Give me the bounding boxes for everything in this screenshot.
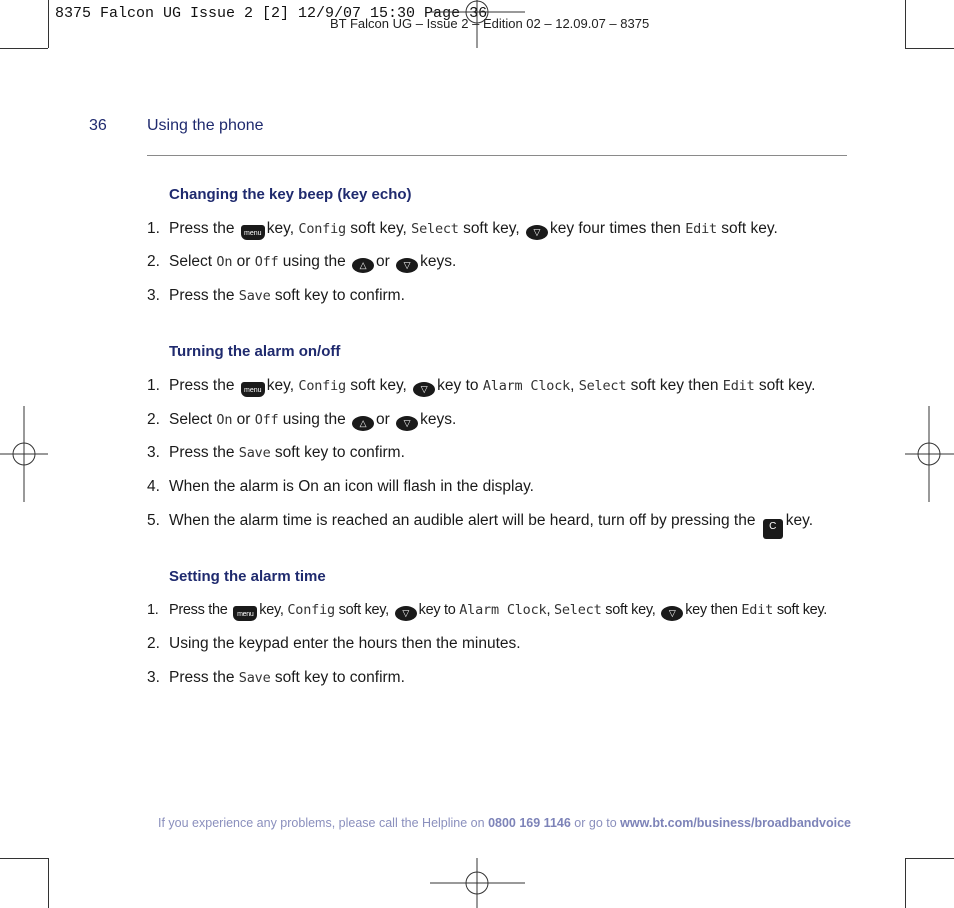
step-number: 2. xyxy=(147,253,160,270)
printer-slug: 8375 Falcon UG Issue 2 [2] 12/9/07 15:30 Page 36 xyxy=(55,5,488,22)
step-alarm-5: 5. When the alarm time is reached an audible alert will be heard, turn off by pressing the C key. xyxy=(147,511,813,531)
step-key-beep-3: 3. Press the Save soft key to confirm. xyxy=(147,287,405,304)
down-key-icon: ▽ xyxy=(526,225,548,240)
select-label: Select xyxy=(411,221,459,237)
off-label: Off xyxy=(254,254,279,270)
step-time-1: 1. Press the menu key, Config soft key, ▽ key to Alarm Clock, Select soft key, ▽ key then Edit soft key. xyxy=(147,600,827,620)
step-number: 3. xyxy=(147,669,160,686)
down-key-icon: ▽ xyxy=(661,606,683,621)
step-number: 1. xyxy=(147,602,159,618)
step-time-3: 3. Press the Save soft key to confirm. xyxy=(147,669,405,686)
on-label: On xyxy=(216,254,233,270)
page-number: 36 xyxy=(89,117,107,134)
alarm-clock-label: Alarm Clock xyxy=(482,378,571,394)
step-alarm-2: 2. Select On or Off using the △ or ▽ keys. xyxy=(147,410,456,430)
step-time-2: 2. Using the keypad enter the hours then the minutes. xyxy=(147,635,521,652)
heading-key-beep: Changing the key beep (key echo) xyxy=(169,186,412,203)
header-rule xyxy=(147,155,847,156)
menu-key-icon: menu xyxy=(241,225,265,240)
select-label: Select xyxy=(578,378,627,394)
step-number: 3. xyxy=(147,287,160,304)
step-number: 4. xyxy=(147,478,160,495)
step-number: 1. xyxy=(147,220,160,237)
save-label: Save xyxy=(238,670,271,686)
step-key-beep-2: 2. Select On or Off using the △ or ▽ keys. xyxy=(147,252,456,272)
on-label: On xyxy=(216,412,233,428)
helpline-number: 0800 169 1146 xyxy=(488,816,571,830)
c-key-icon: C xyxy=(763,519,783,539)
section-title: Using the phone xyxy=(147,117,264,134)
step-alarm-3: 3. Press the Save soft key to confirm. xyxy=(147,444,405,461)
step-number: 5. xyxy=(147,512,160,529)
slug-underlay: BT Falcon UG – Issue 2 – Edition 02 – 12.09.07 – 8375 xyxy=(330,16,650,31)
edit-label: Edit xyxy=(741,602,774,618)
save-label: Save xyxy=(238,445,271,461)
heading-alarm-time: Setting the alarm time xyxy=(169,568,326,585)
down-key-icon: ▽ xyxy=(396,258,418,273)
menu-key-icon: menu xyxy=(241,382,265,397)
edit-label: Edit xyxy=(722,378,755,394)
edit-label: Edit xyxy=(685,221,717,237)
config-label: Config xyxy=(287,602,335,618)
config-label: Config xyxy=(298,378,346,394)
step-alarm-1: 1. Press the menu key, Config soft key, ▽ key to Alarm Clock, Select soft key then Edit soft key. xyxy=(147,376,815,396)
step-number: 1. xyxy=(147,377,160,394)
select-label: Select xyxy=(553,602,602,618)
website-link[interactable]: www.bt.com/business/broadbandvoice xyxy=(620,816,852,830)
step-number: 2. xyxy=(147,411,160,428)
down-key-icon: ▽ xyxy=(413,382,435,397)
heading-alarm-on-off: Turning the alarm on/off xyxy=(169,343,341,360)
up-key-icon: △ xyxy=(352,416,374,431)
menu-key-icon: menu xyxy=(233,606,257,621)
down-key-icon: ▽ xyxy=(396,416,418,431)
off-label: Off xyxy=(254,412,279,428)
step-alarm-4: 4. When the alarm is On an icon will flash in the display. xyxy=(147,478,534,495)
down-key-icon: ▽ xyxy=(395,606,417,621)
config-label: Config xyxy=(298,221,346,237)
save-label: Save xyxy=(238,288,271,304)
up-key-icon: △ xyxy=(352,258,374,273)
footer-helpline: If you experience any problems, please call the Helpline on 0800 169 1146 or go to www.bt.com/business/broadbandvoice xyxy=(158,816,852,830)
step-number: 3. xyxy=(147,444,160,461)
step-number: 2. xyxy=(147,635,160,652)
alarm-clock-label: Alarm Clock xyxy=(459,602,547,618)
step-key-beep-1: 1. Press the menu key, Config soft key, Select soft key, ▽ key four times then Edit soft key. xyxy=(147,219,778,239)
